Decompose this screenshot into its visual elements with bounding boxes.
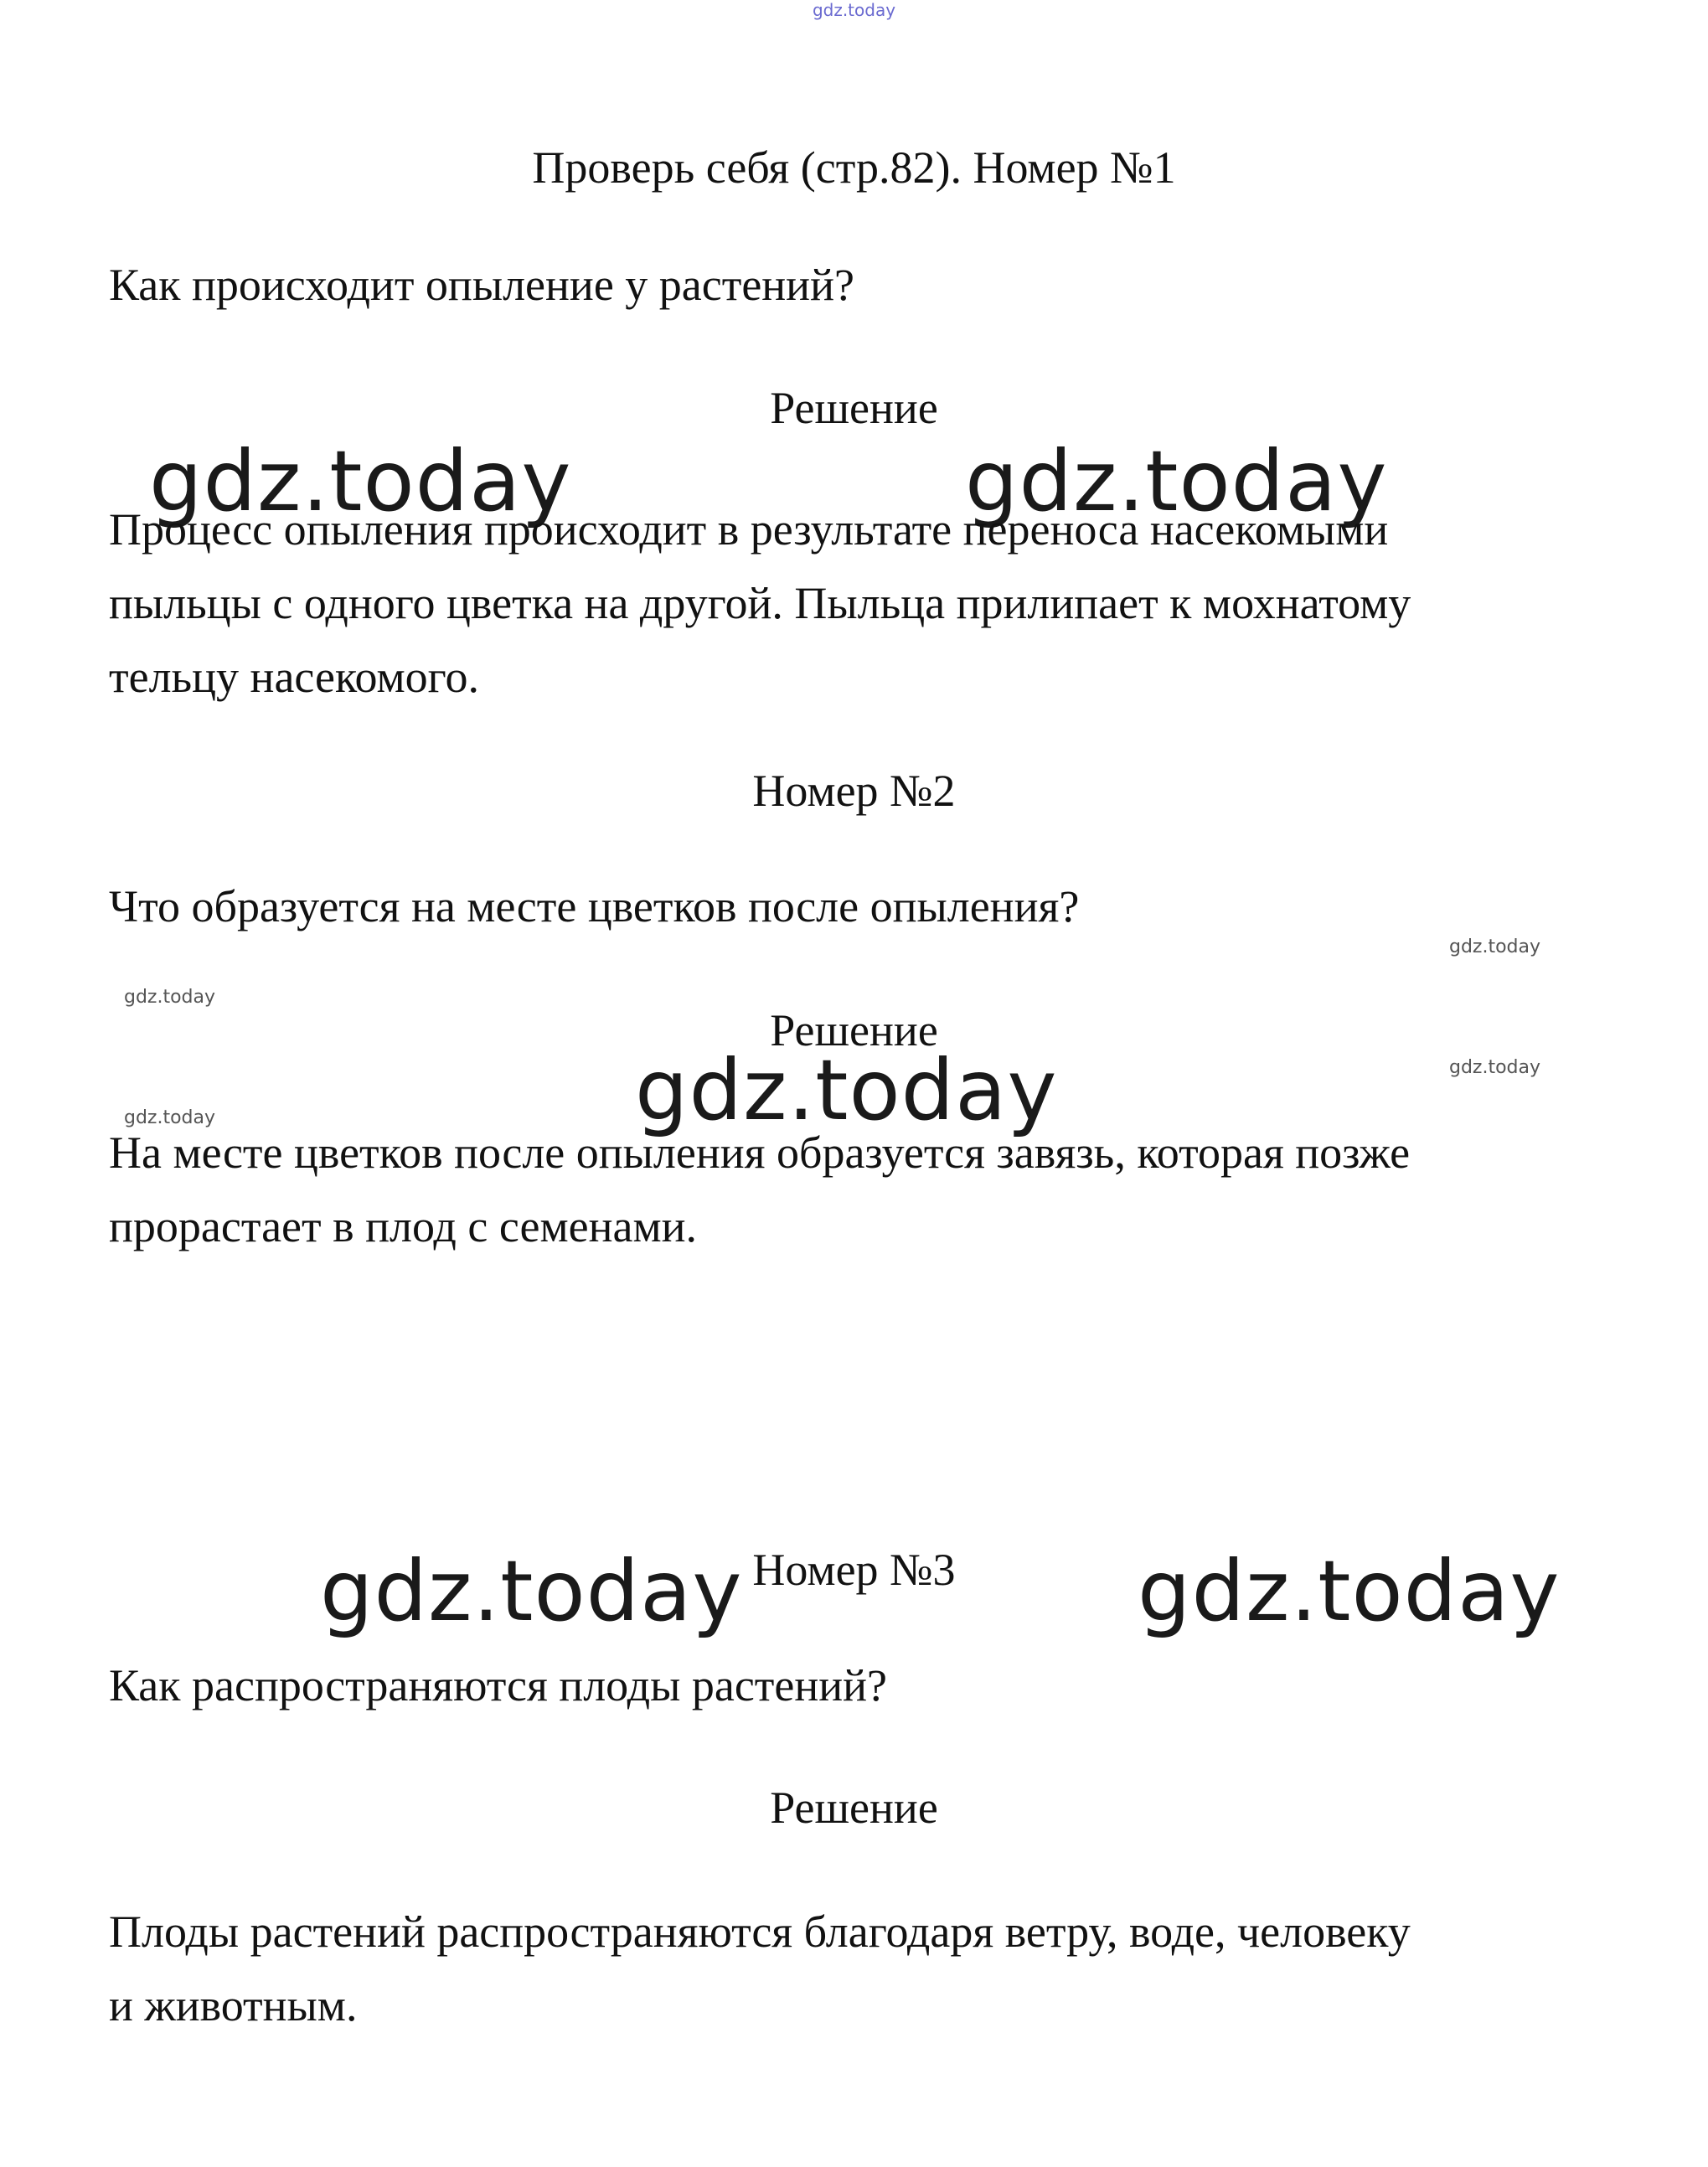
section-1-answer (109, 493, 1592, 714)
section-3-solution-label: Решение (770, 1783, 938, 1833)
section-2-title: Номер №2 (752, 766, 956, 816)
answer-line: тельцу насекомого. (109, 652, 479, 702)
answer-line: прорастает в плод с семенами. (109, 1201, 698, 1251)
answer-line: На месте цветков после опыления образуется завязь, которая позже (109, 1127, 1411, 1178)
watermark-small: gdz.today (1449, 936, 1541, 957)
watermark-logo: gdz.today (149, 432, 572, 530)
answer-line: пыльцы с одного цветка на другой. Пыльца прилипает к мохнатому (109, 578, 1411, 628)
watermark-logo: gdz.today (1138, 1542, 1561, 1640)
watermark-logo: gdz.today (320, 1542, 743, 1640)
watermark-logo: gdz.today (635, 1041, 1058, 1139)
section-1-solution-label: Решение (770, 383, 938, 433)
watermark-small: gdz.today (1449, 1057, 1541, 1078)
section-3-question: Как распространяются плоды растений? (109, 1660, 888, 1710)
answer-line: Процесс опыления происходит в результате переноса насекомыми (109, 504, 1389, 555)
watermark-small: gdz.today (124, 1107, 216, 1128)
section-2-question: Что образуется на месте цветков после опыления? (109, 881, 1080, 931)
section-2-solution-label: Решение (770, 1005, 938, 1055)
section-1-question: Как происходит опыление у растений? (109, 260, 854, 310)
header-watermark: gdz.today (812, 0, 896, 20)
answer-line: и животным. (109, 1980, 358, 2030)
section-2-answer (109, 1116, 1592, 1263)
section-3-title: Номер №3 (752, 1545, 956, 1595)
watermark-small: gdz.today (124, 987, 216, 1008)
answer-line: Плоды растений распространяются благодаря ветру, воде, человеку (109, 1906, 1411, 1957)
watermark-logo: gdz.today (965, 432, 1388, 530)
section-3-answer (109, 1895, 1592, 2042)
section-1-title: Проверь себя (стр.82). Номер №1 (532, 142, 1176, 193)
